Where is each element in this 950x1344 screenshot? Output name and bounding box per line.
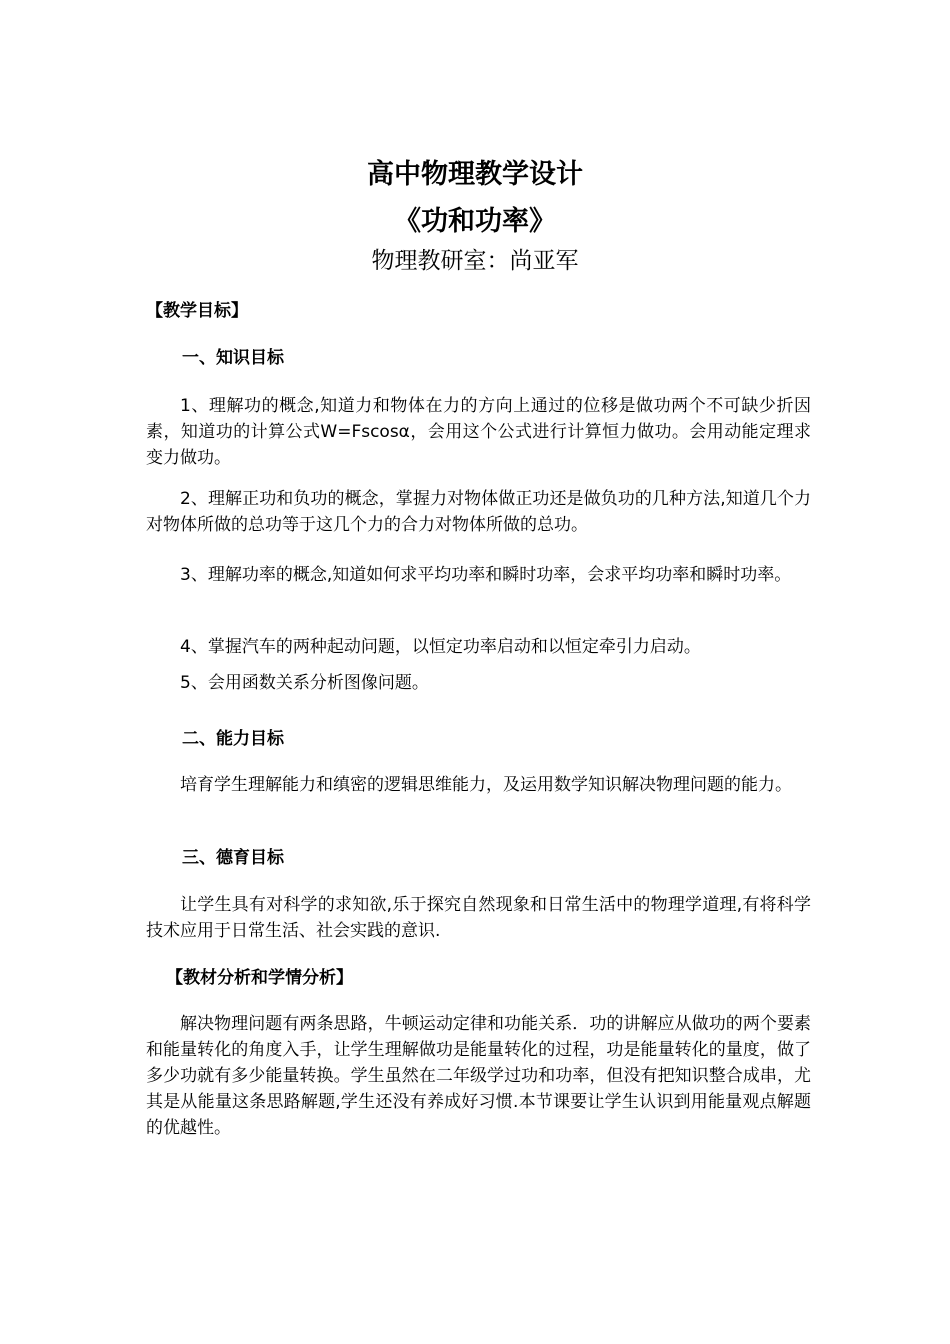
section-heading-analysis: 【教材分析和学情分析】 [166, 968, 353, 988]
knowledge-item-4: 4、掌握汽车的两种起动问题，以恒定功率启动和以恒定牵引力启动。 [180, 637, 701, 657]
document-author: 物理教研室：尚亚军 [371, 248, 579, 274]
section-heading-knowledge: 一、知识目标 [182, 348, 284, 368]
section-heading-moral: 三、德育目标 [182, 848, 284, 868]
section-heading-goals: 【教学目标】 [146, 301, 248, 321]
knowledge-item-1: 1、理解功的概念,知道力和物体在力的方向上通过的位移是做功两个不可缺少折因素，知道功的计算公式W=Fscosα，会用这个公式进行计算恒力做功。会用动能定理求变力做功。 [146, 396, 811, 468]
document-subtitle: 《功和功率》 [394, 206, 556, 237]
knowledge-item-2: 2、理解正功和负功的概念，掌握力对物体做正功还是做负功的几种方法,知道几个力对物体所做的总功等于这几个力的合力对物体所做的总功。 [146, 489, 811, 535]
ability-text: 培育学生理解能力和缜密的逻辑思维能力，及运用数学知识解决物理问题的能力。 [180, 775, 792, 795]
analysis-text: 解决物理问题有两条思路，牛顿运动定律和功能关系．功的讲解应从做功的两个要素和能量转化的角度入手，让学生理解做功是能量转化的过程，功是能量转化的量度，做了多少功就有多少能量转换。学生虽然在二年级学过功和功率，但没有把知识整合成串，尤其是从能量这条思路解题,学生还没有养成好习惯.本节课要让学生认识到用能量观点解题的优越性。 [146, 1014, 811, 1138]
knowledge-item-3: 3、理解功率的概念,知道如何求平均功率和瞬时功率，会求平均功率和瞬时功率。 [180, 565, 792, 585]
moral-text: 让学生具有对科学的求知欲,乐于探究自然现象和日常生活中的物理学道理,有将科学技术应用于日常生活、社会实践的意识. [146, 895, 811, 941]
document-title: 高中物理教学设计 [367, 159, 583, 190]
knowledge-item-5: 5、会用函数关系分析图像问题。 [180, 673, 429, 693]
section-heading-ability: 二、能力目标 [182, 729, 284, 749]
